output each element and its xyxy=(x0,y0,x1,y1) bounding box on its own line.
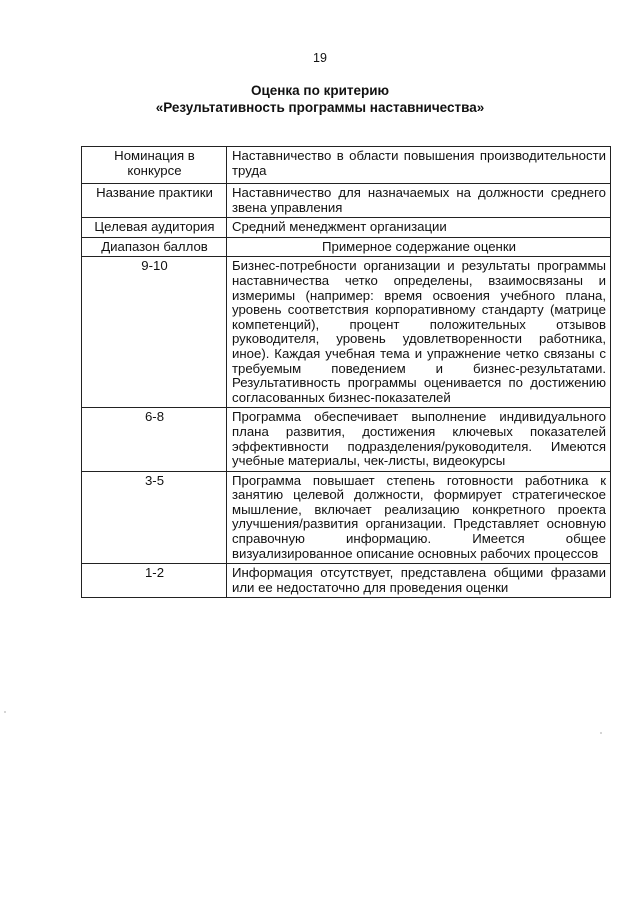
audience-label: Целевая аудитория xyxy=(82,218,227,238)
nomination-label: Номинация в конкурсе xyxy=(82,147,227,184)
practice-name-value: Наставничество для назначаемых на должности среднего звена управления xyxy=(227,184,611,218)
score-range: 1-2 xyxy=(82,564,227,598)
title-line-1: Оценка по критерию xyxy=(250,83,390,98)
score-range: 9-10 xyxy=(82,257,227,408)
score-range: 6-8 xyxy=(82,408,227,471)
table-row xyxy=(82,564,611,598)
score-description: Программа повышает степень готовности работника к занятию целевой должности, формирует стратегическое мышление, включает реализацию конкретного проекта улучшения/развития организации. Представляет основную справочную информацию. Имеется общее визуализированное описание основных рабочих процессов xyxy=(227,471,611,564)
score-description: Бизнес-потребности организации и результаты программы наставничества четко определены, взаимосвязаны и измеримы (например: время освоения учебного плана, уровень соответствия корпоративному стандарту (матрице компетенций), процент положительных отзывов руководителя, уровень удовлетворенности работника, иное). Каждая учебная тема и упражнение четко связаны с требуемым поведением и бизнес-результатами. Результативность программы оценивается по достижению согласованных бизнес-показателей xyxy=(227,257,611,408)
table-row-nomination xyxy=(82,147,611,184)
table-header-row xyxy=(82,237,611,257)
score-description: Программа обеспечивает выполнение индивидуального плана развития, достижения ключевых показателей эффективности подразделения/руководителя. Имеются учебные материалы, чек-листы, видеокурсы xyxy=(227,408,611,471)
table-row-audience xyxy=(82,218,611,238)
table-row xyxy=(82,408,611,471)
scan-artifact xyxy=(600,732,602,734)
range-header: Диапазон баллов xyxy=(82,237,227,257)
document-title xyxy=(0,82,640,116)
criteria-table xyxy=(81,146,611,598)
table-row xyxy=(82,471,611,564)
practice-name-label: Название практики xyxy=(82,184,227,218)
page-number: 19 xyxy=(313,51,327,65)
scan-artifact xyxy=(4,711,6,713)
nomination-value: Наставничество в области повышения производительности труда xyxy=(227,147,611,184)
table-row xyxy=(82,257,611,408)
content-header: Примерное содержание оценки xyxy=(227,237,611,257)
audience-value: Средний менеджмент организации xyxy=(227,218,611,238)
score-range: 3-5 xyxy=(82,471,227,564)
table-row-practice-name xyxy=(82,184,611,218)
score-description: Информация отсутствует, представлена общими фразами или ее недостаточно для проведения оценки xyxy=(227,564,611,598)
title-line-2: «Результативность программы наставничества» xyxy=(155,100,485,115)
